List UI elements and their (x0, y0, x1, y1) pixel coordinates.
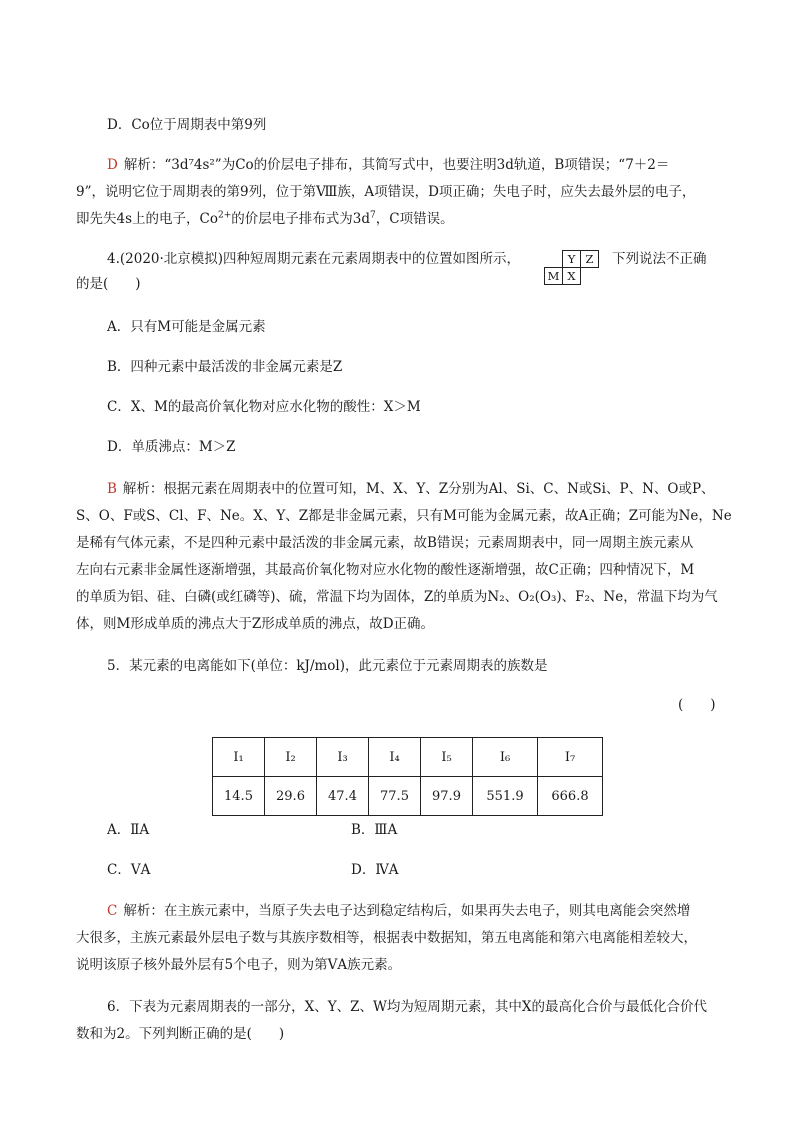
q4-explanation-line-3: 是稀有气体元素，不是四种元素中最活泼的非金属元素，故B错误；元素周期表中，同一周期主族元素从 (76, 535, 694, 551)
q4-stem-cont: 下列说法不正确 (612, 251, 707, 267)
q3-explanation-line-1: D 解析：“3d⁷4s²”为Co的价层电子排布，其简写式中，也要注明3d轨道，B项错误；“7＋2＝ (107, 157, 670, 173)
cell-y: Y (563, 251, 581, 268)
header-i2: I₂ (265, 738, 317, 777)
q3-answer: D (107, 157, 118, 173)
q5-explanation-line-2: 大很多，主族元素最外层电子数与其族序数相等，根据表中数据知，第五电离能和第六电离能相差较大， (76, 930, 697, 946)
q4-explanation-line-5: 的单质为铝、硅、白磷(或红磷等)、硫，常温下均为固体，Z的单质为N₂、O₂(O₃)、F₂、Ne，常温下均为气 (76, 589, 718, 605)
q5-stem: 5．某元素的电离能如下(单位：kJ/mol)，此元素位于元素周期表的族数是 (107, 658, 548, 674)
q4-option-d: D．单质沸点：M＞Z (107, 439, 236, 455)
header-i1: I₁ (213, 738, 265, 777)
table-value-row (213, 777, 603, 816)
cell-z: Z (581, 251, 599, 268)
value-i5: 97.9 (421, 777, 473, 816)
q3-explanation-line-2: 9”，说明它位于周期表的第9列，位于第Ⅷ族，A项错误，D项正确；失电子时，应失去最外层的电子， (76, 184, 696, 200)
q4-stem: 4.(2020·北京模拟)四种短周期元素在元素周期表中的位置如图所示， (107, 251, 521, 267)
q5-option-a: A．ⅡA (107, 822, 150, 838)
q6-stem-line-1: 6．下表为元素周期表的一部分，X、Y、Z、W均为短周期元素，其中X的最高化合价与最低化合价代 (107, 999, 707, 1015)
q5-option-c: C．ⅤA (107, 862, 151, 878)
cell-x: X (563, 268, 581, 285)
q3-option-d: D．Co位于周期表中第9列 (107, 117, 267, 133)
value-i1: 14.5 (213, 777, 265, 816)
q4-answer: B (107, 481, 117, 497)
header-i7: I₇ (538, 738, 603, 777)
value-i6: 551.9 (473, 777, 538, 816)
value-i3: 47.4 (317, 777, 369, 816)
header-i3: I₃ (317, 738, 369, 777)
q5-answer: C (107, 903, 118, 919)
header-i5: I₅ (421, 738, 473, 777)
table-header-row (213, 738, 603, 777)
periodic-position-grid (544, 250, 599, 285)
ionization-energy-table (212, 737, 603, 816)
q4-stem-end: 的是( ) (76, 276, 141, 292)
q4-explanation-line-2: S、O、F或S、Cl、F、Ne。X、Y、Z都是非金属元素，只有M可能为金属元素，故A正确；Z可能为Ne，Ne (76, 508, 732, 524)
header-i6: I₆ (473, 738, 538, 777)
q5-explanation-line-1: C 解析：在主族元素中，当原子失去电子达到稳定结构后，如果再失去电子，则其电离能会突然增 (107, 903, 691, 919)
value-i7: 666.8 (538, 777, 603, 816)
q4-option-c: C．X、M的最高价氧化物对应水化物的酸性：X＞M (107, 399, 421, 415)
value-i4: 77.5 (369, 777, 421, 816)
q4-option-b: B．四种元素中最活泼的非金属元素是Z (107, 359, 343, 375)
header-i4: I₄ (369, 738, 421, 777)
value-i2: 29.6 (265, 777, 317, 816)
q5-answer-paren: ( ) (678, 697, 716, 713)
q5-option-d: D．ⅣA (351, 862, 399, 878)
q6-stem-line-2: 数和为2。下列判断正确的是( ) (76, 1026, 285, 1042)
q4-explanation-line-6: 体，则M形成单质的沸点大于Z形成单质的沸点，故D正确。 (76, 616, 435, 632)
q4-explanation-line-1: B 解析：根据元素在周期表中的位置可知，M、X、Y、Z分别为Al、Si、C、N或Si、P、N、O或P、 (107, 481, 715, 497)
cell-m: M (545, 268, 563, 285)
q5-explanation-line-3: 说明该原子核外最外层有5个电子，则为第ⅤA族元素。 (76, 957, 402, 973)
q4-explanation-line-4: 左向右元素非金属性逐渐增强，其最高价氧化物对应水化物的酸性逐渐增强，故C正确；四种情况下，M (76, 562, 695, 578)
q3-explanation-line-3: 即先失4s上的电子，$Co^{2+}$的价层电子排布式为$3d^7$，C项错误。 (76, 210, 454, 227)
q5-option-b: B．ⅢA (351, 822, 398, 838)
q4-option-a: A．只有M可能是金属元素 (107, 319, 266, 335)
